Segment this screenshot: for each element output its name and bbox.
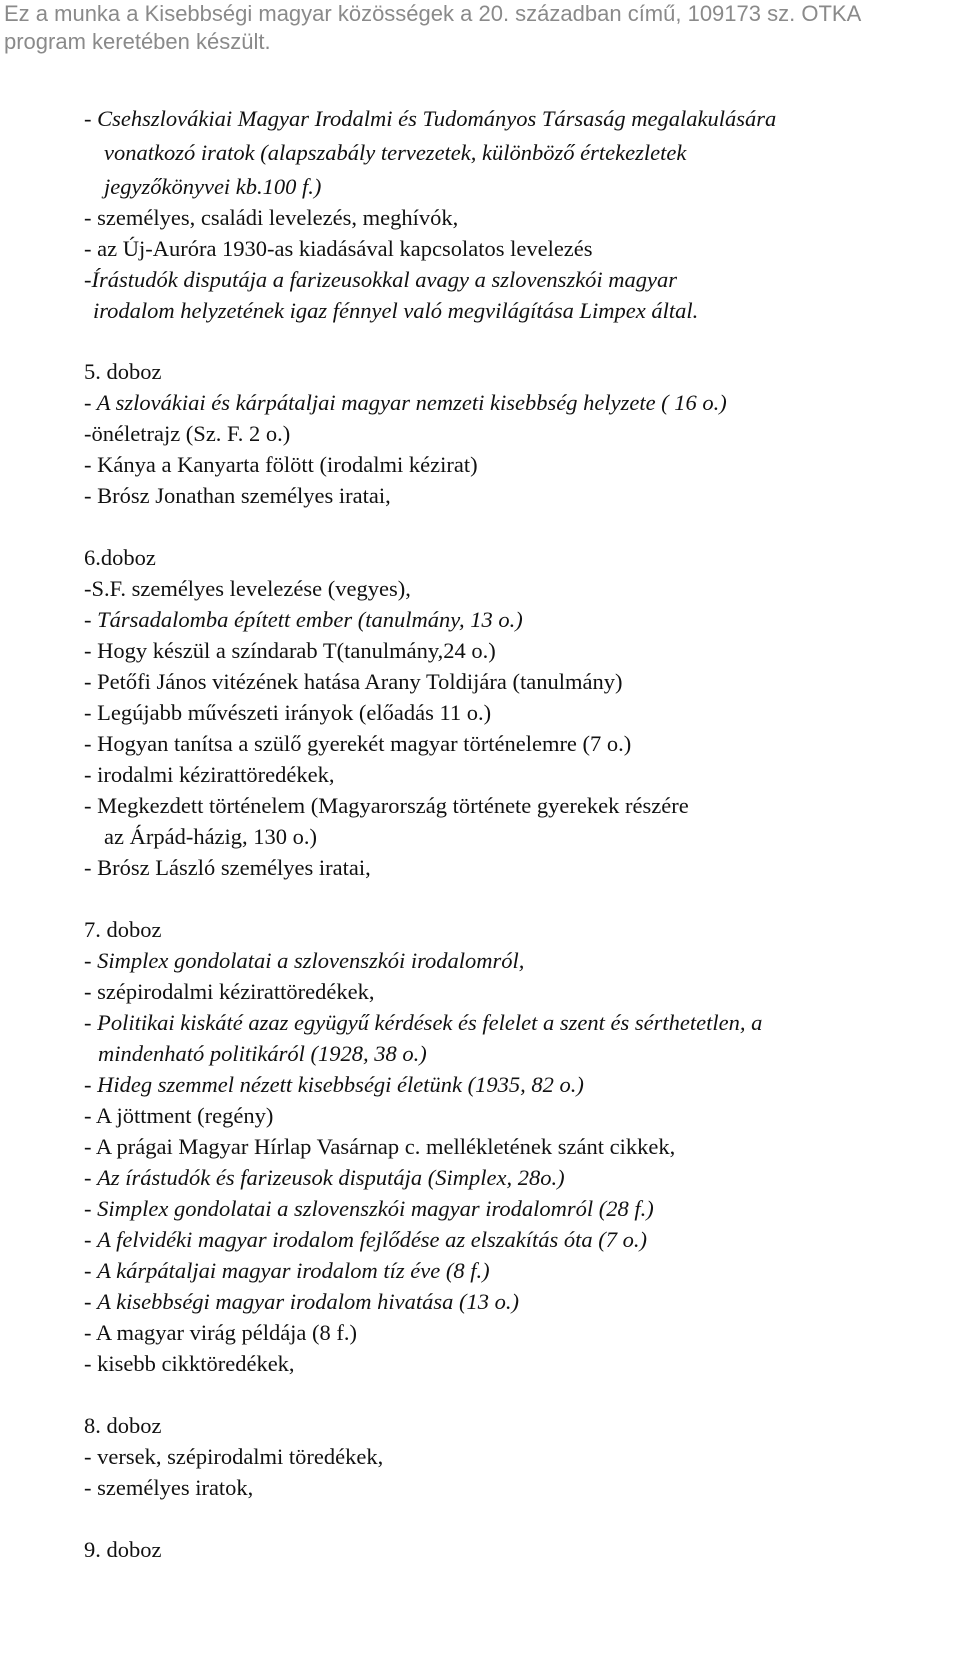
list-item: - versek, szépirodalmi töredékek, (84, 1444, 384, 1469)
list-item: - Petőfi János vitézének hatása Arany Toldijára (tanulmány) (84, 669, 623, 694)
list-item: -S.F. személyes levelezése (vegyes), (84, 576, 411, 601)
list-item: - A jöttment (regény) (84, 1103, 274, 1128)
list-item: - Hogyan tanítsa a szülő gyerekét magyar történelemre (7 o.) (84, 731, 632, 756)
list-item: - A prágai Magyar Hírlap Vasárnap c. mellékletének szánt cikkek, (84, 1134, 676, 1159)
list-item (84, 1256, 490, 1286)
header-line-2: program keretében készült. (4, 29, 271, 54)
list-dash: - (84, 1010, 98, 1035)
list-item-continuation: jegyzőkönyvei kb.100 f.) (104, 174, 322, 199)
list-item-title: Az írástudók és farizeusok disputája (Simplex, 28o.) (97, 1165, 565, 1190)
list-item: - irodalmi kézirattöredékek, (84, 762, 335, 787)
list-item: - Legújabb művészeti irányok (előadás 11 o.) (84, 700, 492, 725)
list-item-continuation: irodalom helyzetének igaz fénnyel való megvilágítása Limpex által. (93, 298, 699, 323)
list-item: - Csehszlovákiai Magyar Irodalmi és Tudományos Társaság megalakulására (84, 106, 777, 131)
list-item (84, 1070, 584, 1100)
list-dash: - (84, 1258, 98, 1283)
list-item: - Kánya a Kanyarta fölött (irodalmi kézirat) (84, 452, 478, 477)
list-item: - Brósz Jonathan személyes iratai, (84, 483, 391, 508)
list-dash: - (84, 1165, 98, 1190)
list-item-title: Simplex gondolatai a szlovenszkói irodalomról, (97, 948, 525, 973)
list-item: - A magyar virág példája (8 f.) (84, 1320, 358, 1345)
list-item-title: Társadalomba épített ember (tanulmány, 13 o.) (97, 607, 523, 632)
list-item-title: A felvidéki magyar irodalom fejlődése az elszakítás óta (7 o.) (97, 1227, 648, 1252)
list-dash: - (84, 1072, 98, 1097)
list-dash: - (84, 1196, 98, 1221)
page-header-note (4, 0, 944, 56)
list-item (84, 1163, 565, 1193)
header-line-1: Ez a munka a Kisebbségi magyar közösségek a 20. században című, 109173 sz. OTKA (4, 1, 862, 26)
list-dash: - (84, 948, 98, 973)
list-item: - Hogy készül a színdarab T(tanulmány,24 o.) (84, 638, 496, 663)
list-item (84, 1194, 654, 1224)
list-item: - A szlovákiai és kárpátaljai magyar nemzeti kisebbség helyzete ( 16 o.) (84, 390, 727, 415)
box-heading: 6.doboz (84, 545, 156, 570)
list-item-continuation: mindenható politikáról (1928, 38 o.) (98, 1041, 427, 1066)
list-item: - személyes, családi levelezés, meghívók, (84, 205, 459, 230)
list-dash: - (84, 607, 98, 632)
list-item: - Brósz László személyes iratai, (84, 855, 371, 880)
list-item-title: Simplex gondolatai a szlovenszkói magyar irodalomról (28 f.) (97, 1196, 654, 1221)
box-heading: 9. doboz (84, 1537, 162, 1562)
list-item-title: A kárpátaljai magyar irodalom tíz éve (8 f.) (97, 1258, 490, 1283)
list-dash: - (84, 1289, 98, 1314)
list-item: -Írástudók disputája a farizeusokkal avagy a szlovenszkói magyar (84, 267, 678, 292)
list-item-continuation: vonatkozó iratok (alapszabály tervezetek, különböző értekezletek (104, 140, 687, 165)
list-item-continuation: az Árpád-házig, 130 o.) (104, 824, 318, 849)
list-item: -önéletrajz (Sz. F. 2 o.) (84, 421, 291, 446)
list-item (84, 1287, 519, 1317)
list-item: - Megkezdett történelem (Magyarország története gyerekek részére (84, 793, 689, 818)
list-item-title: Hideg szemmel nézett kisebbségi életünk (1935, 82 o.) (97, 1072, 584, 1097)
list-item: - az Új-Auróra 1930-as kiadásával kapcsolatos levelezés (84, 236, 593, 261)
list-item (84, 1225, 647, 1255)
list-item-title: Politikai kiskáté azaz együgyű kérdések és felelet a szent és sérthetetlen, a (97, 1010, 763, 1035)
box-heading: 7. doboz (84, 917, 162, 942)
list-item-title: A kisebbségi magyar irodalom hivatása (13 o.) (97, 1289, 519, 1314)
list-item: - szépirodalmi kézirattöredékek, (84, 979, 375, 1004)
list-item (84, 1008, 762, 1038)
list-item: - kisebb cikktöredékek, (84, 1351, 295, 1376)
list-item: - személyes iratok, (84, 1475, 254, 1500)
list-item (84, 605, 523, 635)
box-heading: 5. doboz (84, 359, 162, 384)
box-heading: 8. doboz (84, 1413, 162, 1438)
list-dash: - (84, 1227, 98, 1252)
list-item (84, 946, 524, 976)
